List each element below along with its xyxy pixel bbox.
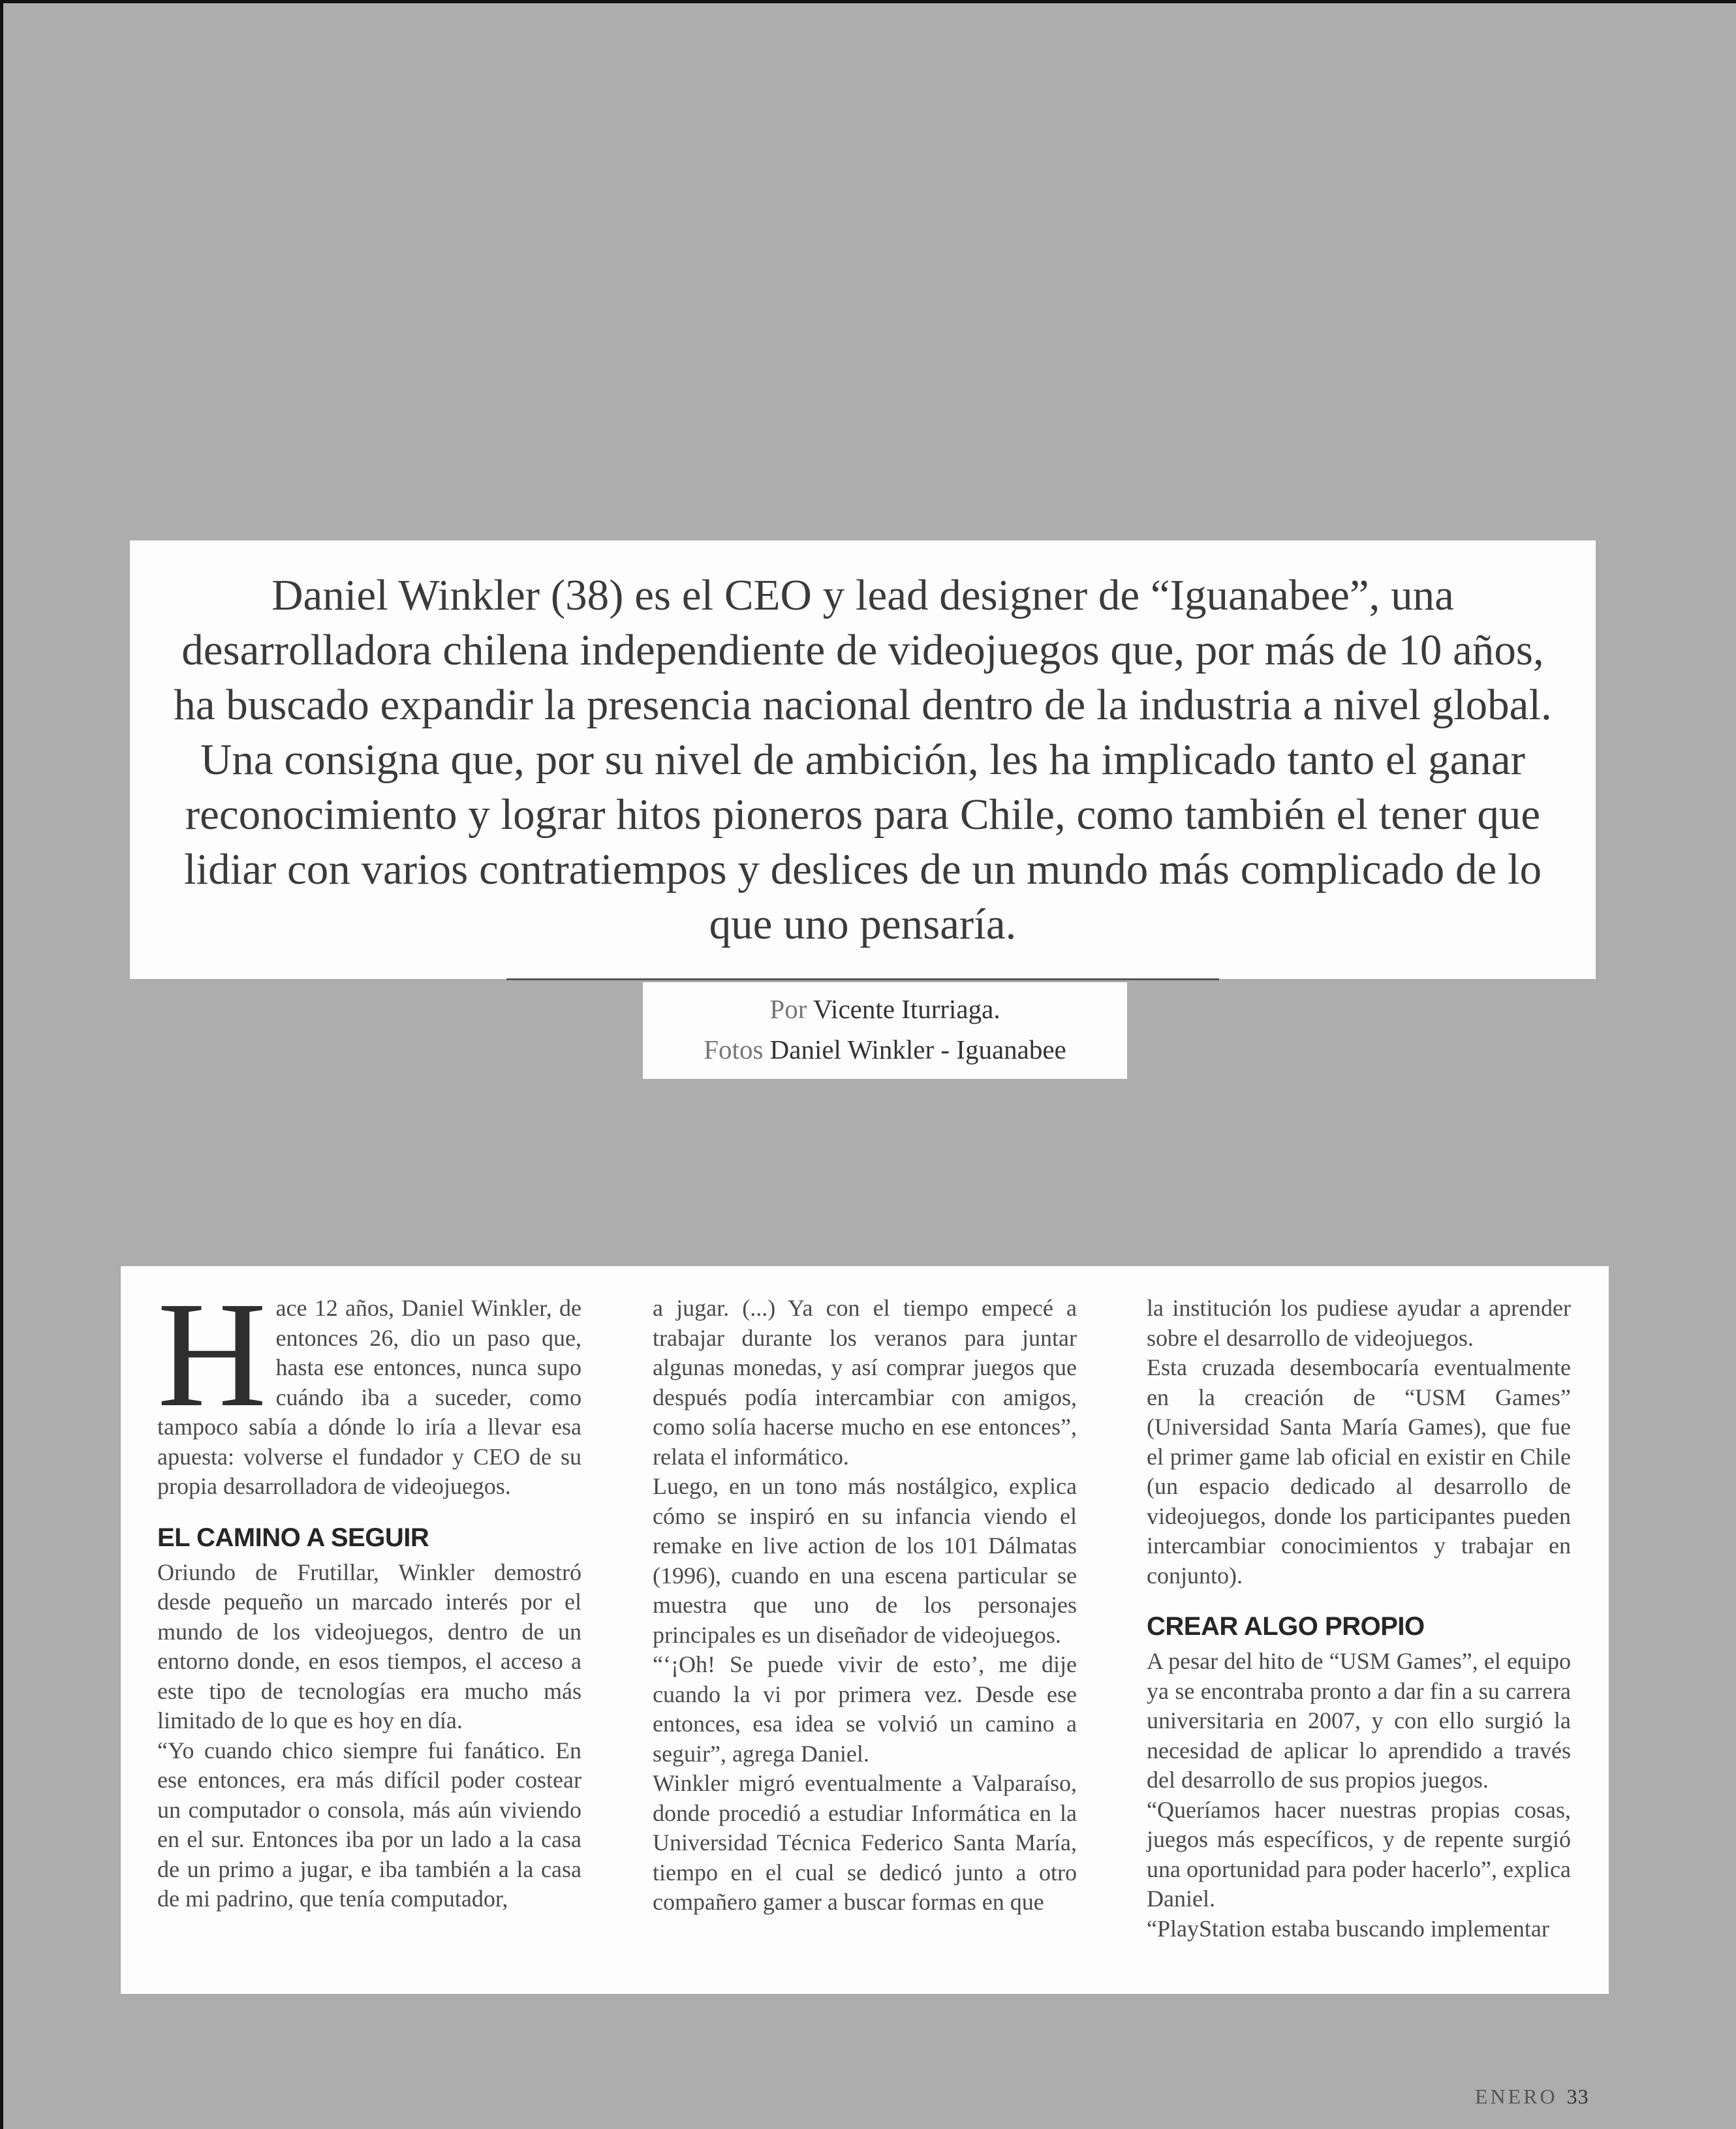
- article-column-2: [653, 1294, 1077, 1918]
- article-column-1: [157, 1271, 581, 1914]
- paragraph: “Queríamos hacer nuestras propias cosas, juegos más específicos, y de repente surgió una oportunidad para poder hacerlo”, explica Daniel.: [1147, 1796, 1571, 1912]
- author-prefix: Por: [769, 994, 807, 1024]
- paragraph: ace 12 años, Daniel Winkler, de entonces 26, dio un paso que, hasta ese entonces, nunca supo cuándo iba a suceder, como tampoco sabía a dónde lo iría a llevar esa apuesta: volverse el fundador y CEO de su propia desarrolladora de videojuegos.: [157, 1295, 581, 1499]
- intro-text: Daniel Winkler (38) es el CEO y lead designer de “Iguanabee”, una desarrolladora chilena independiente de videojuegos que, por más de 10 años, ha buscado expandir la presencia nacional dentro de la industria a nivel global. Una consigna que, por su nivel de ambición, les ha implicado tanto el ganar reconocimiento y lograr hitos pioneros para Chile, como también el tener que lidiar con varios contratiempos y deslices de un mundo más complicado de lo que uno pensaría.: [174, 571, 1552, 948]
- page-number: 33: [1566, 2085, 1589, 2108]
- drop-cap: H: [157, 1271, 267, 1438]
- paragraph: “Yo cuando chico siempre fui fanático. En ese entonces, era más difícil poder costear un computador o consola, más aún viviendo en el sur. Entonces iba por un lado a la casa de un primo a jugar, e iba también a la casa de mi padrino, que tenía computador,: [157, 1737, 581, 1912]
- section-heading: CREAR ALGO PROPIO: [1147, 1612, 1425, 1641]
- page-edge: [0, 0, 3, 2129]
- page-edge: [0, 0, 1736, 3]
- byline-divider: [506, 978, 1219, 980]
- article-column-3: [1147, 1294, 1571, 1944]
- author-line: [643, 989, 1127, 1029]
- folio-month: ENERO: [1475, 2085, 1558, 2108]
- paragraph: Esta cruzada desembocaría eventualmente en la creación de “USM Games” (Universidad Santa María Games), que fue el primer game lab oficial en existir en Chile (un espacio dedicado al desarrollo de videojuegos, donde los participantes pueden intercambiar conocimientos y trabajar en conjunto).: [1147, 1354, 1571, 1589]
- paragraph: Oriundo de Frutillar, Winkler demostró desde pequeño un marcado interés por el mundo de los videojuegos, dentro de un entorno donde, en esos tiempos, el acceso a este tipo de tecnologías era mucho más limitado de lo que es hoy en día.: [157, 1559, 581, 1733]
- paragraph: Winkler migró eventualmente a Valparaíso, donde procedió a estudiar Informática en la Universidad Técnica Federico Santa María, tiempo en el cual se dedicó junto a otro compañero gamer a buscar formas en que: [653, 1770, 1077, 1915]
- paragraph: la institución los pudiese ayudar a aprender sobre el desarrollo de videojuegos.: [1147, 1295, 1571, 1351]
- intro-box: [130, 540, 1596, 979]
- author-name: Vicente Iturriaga.: [813, 994, 1000, 1024]
- paragraph: “PlayStation estaba buscando implementar: [1147, 1915, 1549, 1942]
- paragraph: Luego, en un tono más nostálgico, explica cómo se inspiró en su infancia viendo el remake en live action de los 101 Dálmatas (1996), cuando en una escena particular se muestra que uno de los personajes principales es un diseñador de videojuegos.: [653, 1473, 1077, 1648]
- photos-line: [643, 1029, 1127, 1070]
- paragraph: “‘¡Oh! Se puede vivir de esto’, me dije cuando la vi por primera vez. Desde ese entonces, esa idea se volvió un camino a seguir”, agrega Daniel.: [653, 1651, 1077, 1767]
- section-heading: EL CAMINO A SEGUIR: [157, 1523, 429, 1552]
- photos-prefix: Fotos: [704, 1034, 764, 1064]
- paragraph: A pesar del hito de “USM Games”, el equipo ya se encontraba pronto a dar fin a su carrera universitaria en 2007, y con ello surgió la necesidad de aplicar lo aprendido a través del desarrollo de sus propios juegos.: [1147, 1648, 1571, 1793]
- byline: [643, 982, 1127, 1079]
- article-body: [121, 1266, 1609, 1994]
- folio: [1475, 2085, 1589, 2109]
- paragraph: a jugar. (...) Ya con el tiempo empecé a trabajar durante los veranos para juntar algunas monedas, y así comprar juegos que después podía intercambiar con amigos, como solía hacerse mucho en ese entonces”, relata el informático.: [653, 1295, 1077, 1470]
- photos-credit: Daniel Winkler - Iguanabee: [769, 1034, 1066, 1064]
